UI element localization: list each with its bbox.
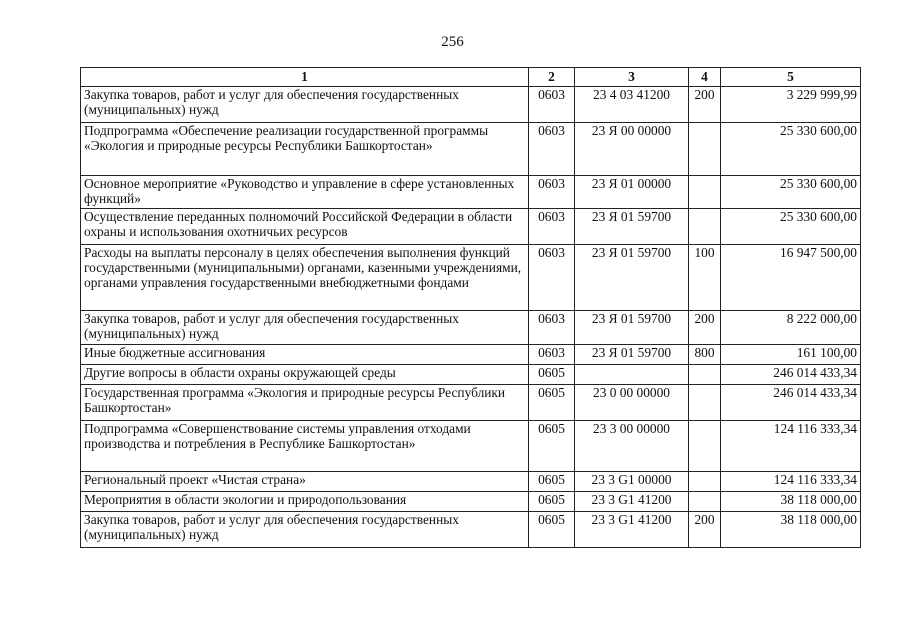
row-name: Региональный проект «Чистая страна» (81, 472, 529, 492)
row-name: Расходы на выплаты персоналу в целях обеспечения выполнения функций государственными (муниципальными) органами, казенными учреждениями, органами управления государственными внебюджетными фондами (81, 245, 529, 311)
page-number: 256 (441, 34, 464, 50)
header-name: 1 (81, 68, 529, 87)
row-code: 23 Я 01 59700 (575, 209, 689, 245)
table-row (81, 87, 861, 123)
row-type: 200 (689, 311, 721, 345)
row-code: 23 Я 01 59700 (575, 311, 689, 345)
header-section: 2 (529, 68, 575, 87)
row-amount: 161 100,00 (721, 345, 861, 365)
row-amount: 246 014 433,34 (721, 385, 861, 421)
header-type: 4 (689, 68, 721, 87)
row-amount: 124 116 333,34 (721, 472, 861, 492)
row-amount: 246 014 433,34 (721, 365, 861, 385)
table-row (81, 421, 861, 472)
row-name: Основное мероприятие «Руководство и управление в сфере установленных функций» (81, 176, 529, 209)
row-name: Закупка товаров, работ и услуг для обеспечения государственных (муниципальных) нужд (81, 87, 529, 123)
table-row (81, 123, 861, 176)
row-type (689, 492, 721, 512)
row-name: Закупка товаров, работ и услуг для обеспечения государственных (муниципальных) нужд (81, 512, 529, 548)
row-code: 23 0 00 00000 (575, 385, 689, 421)
row-amount: 38 118 000,00 (721, 492, 861, 512)
row-section: 0603 (529, 245, 575, 311)
row-section: 0605 (529, 472, 575, 492)
row-name: Мероприятия в области экологии и природопользования (81, 492, 529, 512)
row-section: 0603 (529, 345, 575, 365)
row-amount: 124 116 333,34 (721, 421, 861, 472)
row-section: 0605 (529, 421, 575, 472)
table-row (81, 345, 861, 365)
row-type (689, 123, 721, 176)
row-section: 0605 (529, 512, 575, 548)
table-row (81, 245, 861, 311)
row-type (689, 472, 721, 492)
row-type (689, 176, 721, 209)
row-amount: 16 947 500,00 (721, 245, 861, 311)
row-type (689, 385, 721, 421)
row-type (689, 421, 721, 472)
row-code: 23 3 G1 00000 (575, 472, 689, 492)
row-type (689, 209, 721, 245)
row-section: 0603 (529, 176, 575, 209)
table-row (81, 209, 861, 245)
budget-table (80, 67, 861, 548)
header-code: 3 (575, 68, 689, 87)
row-name: Осуществление переданных полномочий Российской Федерации в области охраны и использования охотничьих ресурсов (81, 209, 529, 245)
row-amount: 38 118 000,00 (721, 512, 861, 548)
row-name: Подпрограмма «Обеспечение реализации государственной программы «Экология и природные ресурсы Республики Башкортостан» (81, 123, 529, 176)
row-code: 23 4 03 41200 (575, 87, 689, 123)
row-code: 23 Я 01 59700 (575, 245, 689, 311)
row-name: Подпрограмма «Совершенствование системы управления отходами производства и потребления в Республике Башкортостан» (81, 421, 529, 472)
row-section: 0603 (529, 123, 575, 176)
table-row (81, 311, 861, 345)
row-type: 100 (689, 245, 721, 311)
table-row (81, 365, 861, 385)
table-row (81, 472, 861, 492)
row-type (689, 365, 721, 385)
row-name: Другие вопросы в области охраны окружающей среды (81, 365, 529, 385)
row-name: Государственная программа «Экология и природные ресурсы Республики Башкортостан» (81, 385, 529, 421)
row-code: 23 Я 01 00000 (575, 176, 689, 209)
row-section: 0605 (529, 492, 575, 512)
row-amount: 3 229 999,99 (721, 87, 861, 123)
table-row (81, 512, 861, 548)
row-type: 200 (689, 87, 721, 123)
row-section: 0605 (529, 385, 575, 421)
row-amount: 25 330 600,00 (721, 123, 861, 176)
row-name: Иные бюджетные ассигнования (81, 345, 529, 365)
row-type: 200 (689, 512, 721, 548)
row-section: 0603 (529, 87, 575, 123)
row-code: 23 Я 01 59700 (575, 345, 689, 365)
row-code: 23 Я 00 00000 (575, 123, 689, 176)
row-code: 23 3 G1 41200 (575, 492, 689, 512)
table-row (81, 492, 861, 512)
table-row (81, 176, 861, 209)
row-code: 23 3 G1 41200 (575, 512, 689, 548)
row-type: 800 (689, 345, 721, 365)
row-section: 0603 (529, 311, 575, 345)
header-amount: 5 (721, 68, 861, 87)
header-row (81, 68, 861, 87)
row-section: 0605 (529, 365, 575, 385)
row-code (575, 365, 689, 385)
table-row (81, 385, 861, 421)
row-amount: 25 330 600,00 (721, 176, 861, 209)
row-amount: 25 330 600,00 (721, 209, 861, 245)
row-amount: 8 222 000,00 (721, 311, 861, 345)
row-code: 23 3 00 00000 (575, 421, 689, 472)
row-section: 0603 (529, 209, 575, 245)
row-name: Закупка товаров, работ и услуг для обеспечения государственных (муниципальных) нужд (81, 311, 529, 345)
